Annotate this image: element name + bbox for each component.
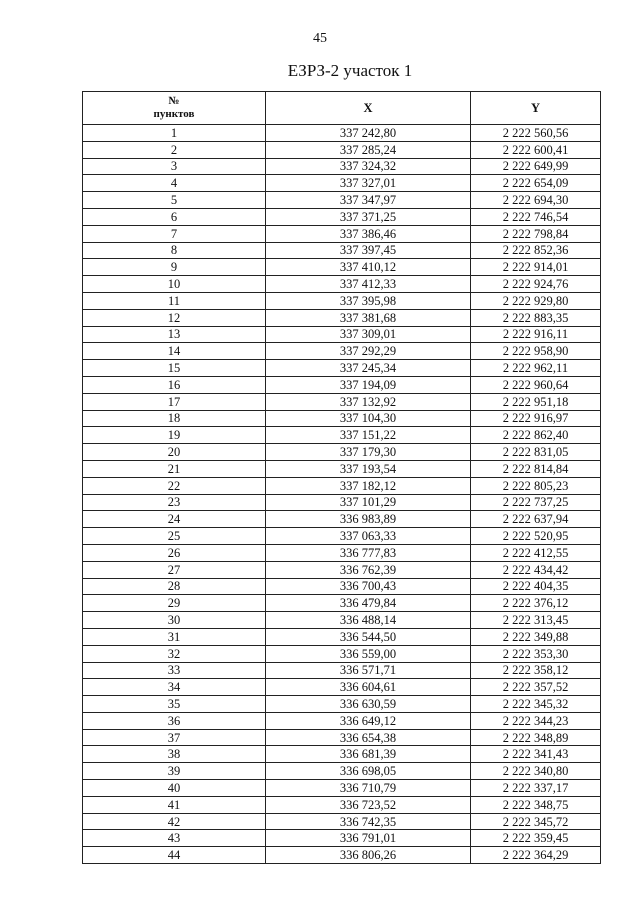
x-coordinate-cell: 337 193,54 — [266, 460, 471, 477]
y-coordinate-cell: 2 222 348,75 — [471, 796, 601, 813]
point-number-cell: 29 — [83, 595, 266, 612]
y-coordinate-cell: 2 222 814,84 — [471, 460, 601, 477]
y-coordinate-cell: 2 222 345,32 — [471, 696, 601, 713]
y-coordinate-cell: 2 222 916,97 — [471, 410, 601, 427]
table-row — [83, 477, 601, 494]
y-coordinate-cell: 2 222 434,42 — [471, 561, 601, 578]
table-row — [83, 729, 601, 746]
point-number-cell: 30 — [83, 612, 266, 629]
x-coordinate-cell: 337 410,12 — [266, 259, 471, 276]
table-row — [83, 276, 601, 293]
x-coordinate-cell: 336 654,38 — [266, 729, 471, 746]
table-row — [83, 208, 601, 225]
table-row — [83, 460, 601, 477]
point-number-cell: 1 — [83, 125, 266, 142]
point-number-cell: 11 — [83, 292, 266, 309]
header-number-symbol: № — [168, 95, 180, 107]
point-number-cell: 38 — [83, 746, 266, 763]
x-coordinate-cell: 337 386,46 — [266, 225, 471, 242]
point-number-cell: 28 — [83, 578, 266, 595]
point-number-cell: 8 — [83, 242, 266, 259]
x-coordinate-cell: 337 412,33 — [266, 276, 471, 293]
point-number-cell: 24 — [83, 511, 266, 528]
document-title: ЕЗРЗ-2 участок 1 — [287, 61, 413, 80]
x-coordinate-cell: 336 700,43 — [266, 578, 471, 595]
x-coordinate-cell: 336 559,00 — [266, 645, 471, 662]
x-coordinate-cell: 336 604,61 — [266, 679, 471, 696]
point-number-cell: 36 — [83, 712, 266, 729]
point-number-cell: 4 — [83, 175, 266, 192]
x-coordinate-cell: 337 104,30 — [266, 410, 471, 427]
point-number-cell: 19 — [83, 427, 266, 444]
y-coordinate-cell: 2 222 798,84 — [471, 225, 601, 242]
y-coordinate-cell: 2 222 649,99 — [471, 158, 601, 175]
x-coordinate-cell: 337 242,80 — [266, 125, 471, 142]
table-row — [83, 813, 601, 830]
y-coordinate-cell: 2 222 376,12 — [471, 595, 601, 612]
point-number-cell: 40 — [83, 780, 266, 797]
y-coordinate-cell: 2 222 883,35 — [471, 309, 601, 326]
x-coordinate-cell: 337 381,68 — [266, 309, 471, 326]
header-x: X — [266, 92, 471, 125]
y-coordinate-cell: 2 222 694,30 — [471, 192, 601, 209]
y-coordinate-cell: 2 222 805,23 — [471, 477, 601, 494]
point-number-cell: 44 — [83, 847, 266, 864]
y-coordinate-cell: 2 222 348,89 — [471, 729, 601, 746]
point-number-cell: 7 — [83, 225, 266, 242]
table-row — [83, 410, 601, 427]
x-coordinate-cell: 337 327,01 — [266, 175, 471, 192]
point-number-cell: 18 — [83, 410, 266, 427]
x-coordinate-cell: 337 371,25 — [266, 208, 471, 225]
table-row — [83, 561, 601, 578]
table-row — [83, 259, 601, 276]
table-row — [83, 225, 601, 242]
header-y: Y — [471, 92, 601, 125]
point-number-cell: 33 — [83, 662, 266, 679]
point-number-cell: 3 — [83, 158, 266, 175]
y-coordinate-cell: 2 222 737,25 — [471, 494, 601, 511]
table-row — [83, 746, 601, 763]
point-number-cell: 37 — [83, 729, 266, 746]
y-coordinate-cell: 2 222 951,18 — [471, 393, 601, 410]
page-number: 45 — [313, 31, 327, 46]
table-row — [83, 612, 601, 629]
x-coordinate-cell: 337 132,92 — [266, 393, 471, 410]
table-row — [83, 309, 601, 326]
y-coordinate-cell: 2 222 746,54 — [471, 208, 601, 225]
point-number-cell: 34 — [83, 679, 266, 696]
point-number-cell: 27 — [83, 561, 266, 578]
y-coordinate-cell: 2 222 364,29 — [471, 847, 601, 864]
header-point-number — [83, 92, 266, 125]
x-coordinate-cell: 337 347,97 — [266, 192, 471, 209]
table-row — [83, 125, 601, 142]
y-coordinate-cell: 2 222 357,52 — [471, 679, 601, 696]
y-coordinate-cell: 2 222 958,90 — [471, 343, 601, 360]
table-row — [83, 780, 601, 797]
point-number-cell: 26 — [83, 544, 266, 561]
y-coordinate-cell: 2 222 358,12 — [471, 662, 601, 679]
x-coordinate-cell: 337 179,30 — [266, 444, 471, 461]
y-coordinate-cell: 2 222 831,05 — [471, 444, 601, 461]
table-row — [83, 712, 601, 729]
table-row — [83, 796, 601, 813]
point-number-cell: 22 — [83, 477, 266, 494]
table-row — [83, 427, 601, 444]
x-coordinate-cell: 336 488,14 — [266, 612, 471, 629]
table-row — [83, 696, 601, 713]
y-coordinate-cell: 2 222 914,01 — [471, 259, 601, 276]
table-row — [83, 847, 601, 864]
x-coordinate-cell: 336 723,52 — [266, 796, 471, 813]
point-number-cell: 17 — [83, 393, 266, 410]
point-number-cell: 43 — [83, 830, 266, 847]
point-number-cell: 9 — [83, 259, 266, 276]
y-coordinate-cell: 2 222 341,43 — [471, 746, 601, 763]
x-coordinate-cell: 337 324,32 — [266, 158, 471, 175]
x-coordinate-cell: 337 151,22 — [266, 427, 471, 444]
x-coordinate-cell: 336 742,35 — [266, 813, 471, 830]
point-number-cell: 15 — [83, 360, 266, 377]
y-coordinate-cell: 2 222 349,88 — [471, 628, 601, 645]
x-coordinate-cell: 337 245,34 — [266, 360, 471, 377]
x-coordinate-cell: 336 983,89 — [266, 511, 471, 528]
coordinates-table — [82, 91, 601, 864]
table-row — [83, 679, 601, 696]
point-number-cell: 25 — [83, 528, 266, 545]
y-coordinate-cell: 2 222 929,80 — [471, 292, 601, 309]
table-row — [83, 544, 601, 561]
y-coordinate-cell: 2 222 313,45 — [471, 612, 601, 629]
table-row — [83, 763, 601, 780]
table-row — [83, 326, 601, 343]
point-number-cell: 5 — [83, 192, 266, 209]
table-body — [83, 125, 601, 864]
x-coordinate-cell: 336 479,84 — [266, 595, 471, 612]
table-row — [83, 511, 601, 528]
point-number-cell: 35 — [83, 696, 266, 713]
point-number-cell: 12 — [83, 309, 266, 326]
y-coordinate-cell: 2 222 359,45 — [471, 830, 601, 847]
point-number-cell: 41 — [83, 796, 266, 813]
table-row — [83, 628, 601, 645]
point-number-cell: 16 — [83, 376, 266, 393]
x-coordinate-cell: 336 681,39 — [266, 746, 471, 763]
y-coordinate-cell: 2 222 337,17 — [471, 780, 601, 797]
table-row — [83, 595, 601, 612]
table-row — [83, 158, 601, 175]
x-coordinate-cell: 336 762,39 — [266, 561, 471, 578]
point-number-cell: 21 — [83, 460, 266, 477]
table-row — [83, 494, 601, 511]
x-coordinate-cell: 336 571,71 — [266, 662, 471, 679]
x-coordinate-cell: 336 791,01 — [266, 830, 471, 847]
x-coordinate-cell: 337 063,33 — [266, 528, 471, 545]
y-coordinate-cell: 2 222 340,80 — [471, 763, 601, 780]
x-coordinate-cell: 336 710,79 — [266, 780, 471, 797]
y-coordinate-cell: 2 222 412,55 — [471, 544, 601, 561]
y-coordinate-cell: 2 222 962,11 — [471, 360, 601, 377]
point-number-cell: 2 — [83, 141, 266, 158]
point-number-cell: 10 — [83, 276, 266, 293]
y-coordinate-cell: 2 222 353,30 — [471, 645, 601, 662]
x-coordinate-cell: 337 397,45 — [266, 242, 471, 259]
y-coordinate-cell: 2 222 600,41 — [471, 141, 601, 158]
x-coordinate-cell: 337 194,09 — [266, 376, 471, 393]
x-coordinate-cell: 337 395,98 — [266, 292, 471, 309]
point-number-cell: 14 — [83, 343, 266, 360]
y-coordinate-cell: 2 222 520,95 — [471, 528, 601, 545]
y-coordinate-cell: 2 222 344,23 — [471, 712, 601, 729]
table-row — [83, 343, 601, 360]
y-coordinate-cell: 2 222 560,56 — [471, 125, 601, 142]
table-row — [83, 393, 601, 410]
y-coordinate-cell: 2 222 345,72 — [471, 813, 601, 830]
x-coordinate-cell: 336 630,59 — [266, 696, 471, 713]
x-coordinate-cell: 337 285,24 — [266, 141, 471, 158]
y-coordinate-cell: 2 222 862,40 — [471, 427, 601, 444]
y-coordinate-cell: 2 222 960,64 — [471, 376, 601, 393]
x-coordinate-cell: 336 544,50 — [266, 628, 471, 645]
table-row — [83, 528, 601, 545]
table-row — [83, 141, 601, 158]
table-row — [83, 192, 601, 209]
table-row — [83, 444, 601, 461]
header-points-word: пунктов — [153, 108, 195, 120]
header-row — [83, 92, 601, 125]
table-header — [83, 92, 601, 125]
point-number-cell: 20 — [83, 444, 266, 461]
x-coordinate-cell: 336 777,83 — [266, 544, 471, 561]
x-coordinate-cell: 337 182,12 — [266, 477, 471, 494]
x-coordinate-cell: 337 309,01 — [266, 326, 471, 343]
table-row — [83, 578, 601, 595]
point-number-cell: 32 — [83, 645, 266, 662]
y-coordinate-cell: 2 222 924,76 — [471, 276, 601, 293]
point-number-cell: 39 — [83, 763, 266, 780]
table-row — [83, 175, 601, 192]
y-coordinate-cell: 2 222 637,94 — [471, 511, 601, 528]
x-coordinate-cell: 336 698,05 — [266, 763, 471, 780]
point-number-cell: 42 — [83, 813, 266, 830]
table-row — [83, 830, 601, 847]
x-coordinate-cell: 337 292,29 — [266, 343, 471, 360]
table-row — [83, 662, 601, 679]
y-coordinate-cell: 2 222 654,09 — [471, 175, 601, 192]
point-number-cell: 6 — [83, 208, 266, 225]
point-number-cell: 23 — [83, 494, 266, 511]
table-row — [83, 292, 601, 309]
x-coordinate-cell: 336 806,26 — [266, 847, 471, 864]
point-number-cell: 13 — [83, 326, 266, 343]
y-coordinate-cell: 2 222 404,35 — [471, 578, 601, 595]
table-row — [83, 645, 601, 662]
y-coordinate-cell: 2 222 852,36 — [471, 242, 601, 259]
table-row — [83, 376, 601, 393]
point-number-cell: 31 — [83, 628, 266, 645]
x-coordinate-cell: 337 101,29 — [266, 494, 471, 511]
table-row — [83, 360, 601, 377]
table-row — [83, 242, 601, 259]
x-coordinate-cell: 336 649,12 — [266, 712, 471, 729]
y-coordinate-cell: 2 222 916,11 — [471, 326, 601, 343]
